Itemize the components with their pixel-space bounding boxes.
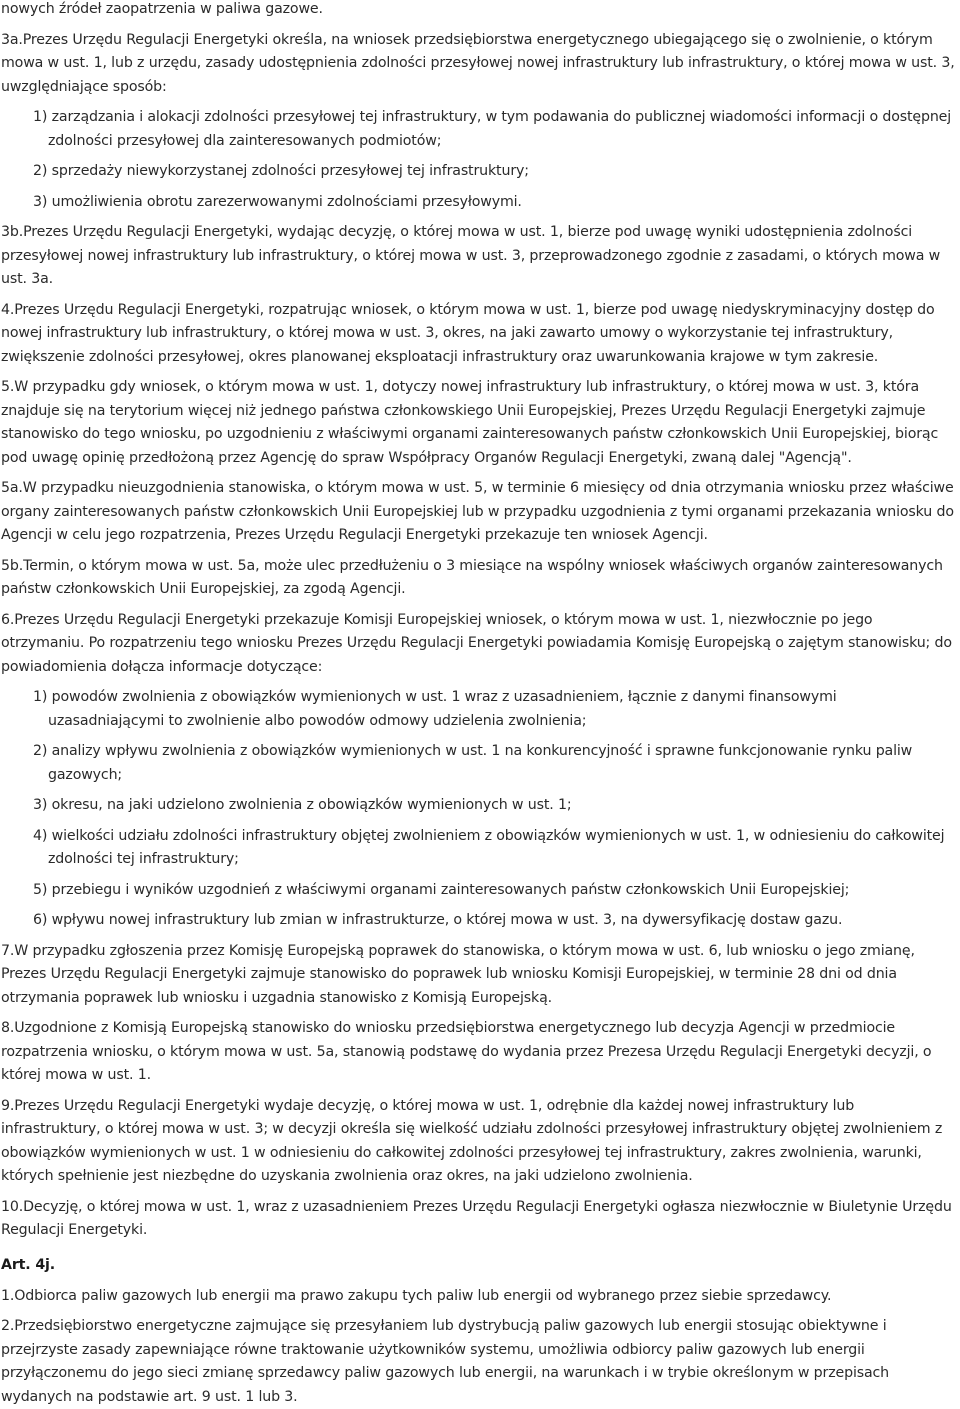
paragraph-8: 8.Uzgodnione z Komisją Europejską stanowisko do wniosku przedsiębiorstwa energetycznego lub decyzja Agencji w przedmiocie rozpatrzenia wniosku, o którym mowa w ust. 5a, stanowią podstawę do wydania przez Prezesa Urzędu Regulacji Energetyki decyzji, o której mowa w ust. 1. [1, 1020, 932, 1083]
paragraph-5: 5.W przypadku gdy wniosek, o którym mowa w ust. 1, dotyczy nowej infrastruktury lub infrastruktury, o której mowa w ust. 3, która znajduje się na terytorium więcej niż jednego państwa członkowskiego Unii Europejskiej, Prezes Urzędu Regulacji Energetyki zajmuje stanowisko do tego wniosku, po uzgodnieniu z właściwymi organami zainteresowanych państw członkowskich Unii Europejskiej, biorąc pod uwagę opinię przedłożoną przez Agencję do spraw Współpracy Organów Regulacji Energetyki, zwaną dalej "Agencją". [1, 379, 939, 466]
list-item: 3) umożliwienia obrotu zarezerwowanymi zdolnościami przesyłowymi. [33, 193, 522, 210]
list-item: 2) analizy wpływu zwolnienia z obowiązków wymienionych w ust. 1 na konkurencyjność i sprawne funkcjonowanie rynku paliw gazowych; [33, 743, 913, 783]
article-paragraph-2: 2.Przedsiębiorstwo energetyczne zajmujące się przesyłaniem lub dystrybucją paliw gazowych lub energii stosując obiektywne i przejrzyste zasady zapewniające równe traktowanie użytkowników systemu, umożliwia odbiorcy paliw gazowych lub energii przyłączonemu do jego sieci zmianę sprzedawcy paliw gazowych lub energii, na warunkach i w trybie określonym w przepisach wydanych na podstawie art. 9 ust. 1 lub 3. [1, 1318, 890, 1405]
paragraph-5a: 5a.W przypadku nieuzgodnienia stanowiska, o którym mowa w ust. 5, w terminie 6 miesięcy od dnia otrzymania wniosku przez właściwe organy zainteresowanych państw członkowskich Unii Europejskiej lub w przypadku uzgodnienia z tymi organami przekazania wniosku do Agencji w celu jego rozpatrzenia, Prezes Urzędu Regulacji Energetyki przekazuje ten wniosek Agencji. [1, 480, 954, 543]
paragraph-9: 9.Prezes Urzędu Regulacji Energetyki wydaje decyzję, o której mowa w ust. 1, odrębnie dla każdej nowej infrastruktury lub infrastruktury, o której mowa w ust. 3; w decyzji określa się wielkość udziału zdolności przesyłowej infrastruktury objętej zwolnieniem z obowiązków wymienionych w ust. 1 w odniesieniu do całkowitej zdolności przesyłowej tej infrastruktury, zakres zwolnienia, warunki, których spełnienie jest niezbędne do uzyskania zwolnienia oraz okres, na jaki udzielono zwolnienia. [1, 1097, 943, 1184]
paragraph-5b: 5b.Termin, o którym mowa w ust. 5a, może ulec przedłużeniu o 3 miesiące na wspólny wniosek właściwych organów zainteresowanych państw członkowskich Unii Europejskiej, za zgodą Agencji. [1, 557, 943, 597]
paragraph-7: 7.W przypadku zgłoszenia przez Komisję Europejską poprawek do stanowiska, o którym mowa w ust. 6, lub wniosku o jego zmianę, Prezes Urzędu Regulacji Energetyki zajmuje stanowisko do poprawek lub wniosku Komisji Europejskiej, w terminie 28 dni od dnia otrzymania poprawek lub wniosku i uzgadnia stanowisko z Komisją Europejską. [1, 942, 915, 1006]
list-item: 5) przebiegu i wyników uzgodnień z właściwymi organami zainteresowanych państw członkowskich Unii Europejskiej; [33, 881, 850, 898]
paragraph-3b: 3b.Prezes Urzędu Regulacji Energetyki, wydając decyzję, o której mowa w ust. 1, bierze pod uwagę wyniki udostępnienia zdolności przesyłowej nowej infrastruktury lub infrastruktury, o której mowa w ust. 3, przeprowadzonego zgodnie z zasadami, o których mowa w ust. 3a. [1, 224, 941, 287]
list-item: 4) wielkości udziału zdolności infrastruktury objętej zwolnieniem z obowiązków wymienionych w ust. 1, w odniesieniu do całkowitej zdolności tej infrastruktury; [33, 827, 945, 867]
paragraph-3a: 3a.Prezes Urzędu Regulacji Energetyki określa, na wniosek przedsiębiorstwa energetycznego ubiegającego się o zwolnienie, o którym mowa w ust. 1, lub z urzędu, zasady udostępnienia zdolności przesyłowej nowej infrastruktury lub infrastruktury, o której mowa w ust. 3, uwzględniające sposób: [1, 31, 955, 95]
article-heading: Art. 4j. [1, 1256, 56, 1273]
paragraph-4: 4.Prezes Urzędu Regulacji Energetyki, rozpatrując wniosek, o którym mowa w ust. 1, bierze pod uwagę niedyskryminacyjny dostęp do nowej infrastruktury lub infrastruktury, o której mowa w ust. 3, okres, na jaki zawarto umowy o wykorzystanie tej infrastruktury, zwiększenie zdolności przesyłowej, okres planowanej eksploatacji infrastruktury oraz uwarunkowania krajowe w tym zakresie. [1, 301, 935, 365]
paragraph-continuation: nowych źródeł zaopatrzenia w paliwa gazowe. [1, 1, 323, 17]
list-item: 1) powodów zwolnienia z obowiązków wymienionych w ust. 1 wraz z uzasadnieniem, łącznie z danymi finansowymi uzasadniającymi to zwolnienie albo powodów odmowy udzielenia zwolnienia; [33, 689, 837, 729]
list-item: 6) wpływu nowej infrastruktury lub zmian w infrastrukturze, o której mowa w ust. 3, na dywersyfikację dostaw gazu. [33, 912, 843, 928]
list-item: 1) zarządzania i alokacji zdolności przesyłowej tej infrastruktury, w tym podawania do publicznej wiadomości informacji o dostępnej zdolności przesyłowej dla zainteresowanych podmiotów; [33, 109, 952, 149]
paragraph-6: 6.Prezes Urzędu Regulacji Energetyki przekazuje Komisji Europejskiej wniosek, o którym mowa w ust. 1, niezwłocznie po jego otrzymaniu. Po rozpatrzeniu tego wniosku Prezes Urzędu Regulacji Energetyki powiadamia Komisję Europejską o zajętym stanowisku; do powiadomienia dołącza informacje dotyczące: [1, 611, 952, 675]
article-paragraph-1: 1.Odbiorca paliw gazowych lub energii ma prawo zakupu tych paliw lub energii od wybranego przez siebie sprzedawcy. [1, 1287, 832, 1304]
paragraph-10: 10.Decyzję, o której mowa w ust. 1, wraz z uzasadnieniem Prezes Urzędu Regulacji Energetyki ogłasza niezwłocznie w Biuletynie Urzędu Regulacji Energetyki. [1, 1198, 952, 1238]
list-item: 3) okresu, na jaki udzielono zwolnienia z obowiązków wymienionych w ust. 1; [33, 797, 572, 813]
list-item: 2) sprzedaży niewykorzystanej zdolności przesyłowej tej infrastruktury; [33, 163, 529, 179]
